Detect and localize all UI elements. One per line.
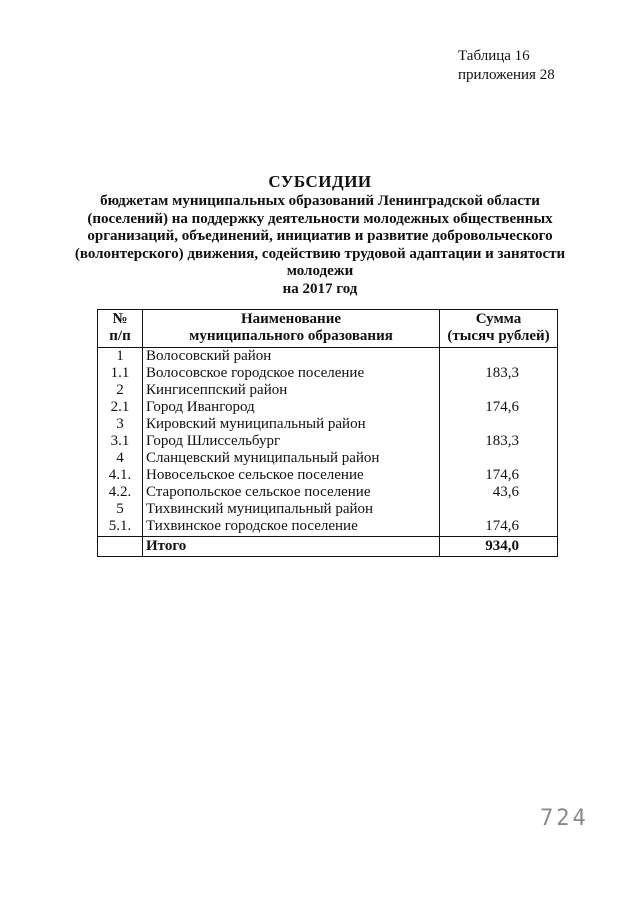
- title-line-2: (поселений) на поддержку деятельности молодежных общественных: [87, 210, 553, 227]
- row-number: 4.2.: [98, 484, 143, 501]
- table-row: [98, 348, 558, 366]
- row-sum: 174,6: [440, 399, 558, 416]
- header-number: [98, 310, 143, 348]
- table-row: [98, 484, 558, 501]
- table-reference-line2: приложения 28: [458, 67, 555, 83]
- table-row: [98, 467, 558, 484]
- row-name: Волосовский район: [143, 348, 440, 366]
- row-name: Кировский муниципальный район: [143, 416, 440, 433]
- table-row: [98, 433, 558, 450]
- total-label: Итого: [143, 537, 440, 557]
- row-sum: [440, 382, 558, 399]
- row-number: 3: [98, 416, 143, 433]
- row-name: Тихвинское городское поселение: [143, 518, 440, 537]
- row-name: Новосельское сельское поселение: [143, 467, 440, 484]
- row-sum: 174,6: [440, 467, 558, 484]
- table-row: [98, 518, 558, 537]
- header-sum-line1: Сумма: [475, 311, 522, 327]
- row-sum: [440, 501, 558, 518]
- total-number: [98, 537, 143, 557]
- page-number-stamp: 724: [540, 806, 589, 831]
- subsidies-table: [97, 309, 558, 557]
- table-row: [98, 416, 558, 433]
- total-sum: 934,0: [440, 537, 558, 557]
- document-title: [70, 172, 570, 299]
- row-sum: 183,3: [440, 365, 558, 382]
- table-row: [98, 382, 558, 399]
- title-line-5: молодежи: [286, 263, 354, 280]
- subsidies-table-container: [97, 309, 557, 557]
- table-reference-note: [458, 47, 555, 85]
- row-number: 4: [98, 450, 143, 467]
- row-number: 2: [98, 382, 143, 399]
- title-line-4: (волонтерского) движения, содействию трудовой адаптации и занятости: [74, 245, 566, 262]
- row-number: 4.1.: [98, 467, 143, 484]
- row-sum: 43,6: [440, 484, 558, 501]
- row-number: 1.1: [98, 365, 143, 382]
- title-main: СУБСИДИИ: [268, 172, 372, 191]
- header-name-line2: муниципального образования: [189, 328, 393, 344]
- row-sum: [440, 416, 558, 433]
- row-sum: 183,3: [440, 433, 558, 450]
- row-sum: 174,6: [440, 518, 558, 537]
- row-name: Город Ивангород: [143, 399, 440, 416]
- row-name: Сланцевский муниципальный район: [143, 450, 440, 467]
- table-reference-line1: Таблица 16: [458, 48, 530, 64]
- header-sum-line2: (тысяч рублей): [447, 328, 550, 344]
- row-number: 1: [98, 348, 143, 366]
- row-number: 3.1: [98, 433, 143, 450]
- row-number: 2.1: [98, 399, 143, 416]
- header-number-line2: п/п: [109, 328, 131, 344]
- table-row: [98, 450, 558, 467]
- header-number-line1: №: [112, 311, 128, 327]
- header-sum: [440, 310, 558, 348]
- row-name: Тихвинский муниципальный район: [143, 501, 440, 518]
- row-number: 5.1.: [98, 518, 143, 537]
- title-line-1: бюджетам муниципальных образований Ленинградской области: [100, 193, 540, 209]
- header-name-line1: Наименование: [241, 311, 341, 327]
- row-name: Кингисеппский район: [143, 382, 440, 399]
- row-number: 5: [98, 501, 143, 518]
- title-line-3: организаций, объединений, инициатив и развитие добровольческого: [87, 228, 553, 245]
- row-sum: [440, 450, 558, 467]
- title-line-6: на 2017 год: [282, 280, 358, 297]
- table-row: [98, 365, 558, 382]
- table-header-row: [98, 310, 558, 348]
- row-name: Старопольское сельское поселение: [143, 484, 440, 501]
- table-row: [98, 501, 558, 518]
- row-name: Город Шлиссельбург: [143, 433, 440, 450]
- header-name: [143, 310, 440, 348]
- table-total-row: [98, 537, 558, 557]
- row-name: Волосовское городское поселение: [143, 365, 440, 382]
- table-row: [98, 399, 558, 416]
- row-sum: [440, 348, 558, 366]
